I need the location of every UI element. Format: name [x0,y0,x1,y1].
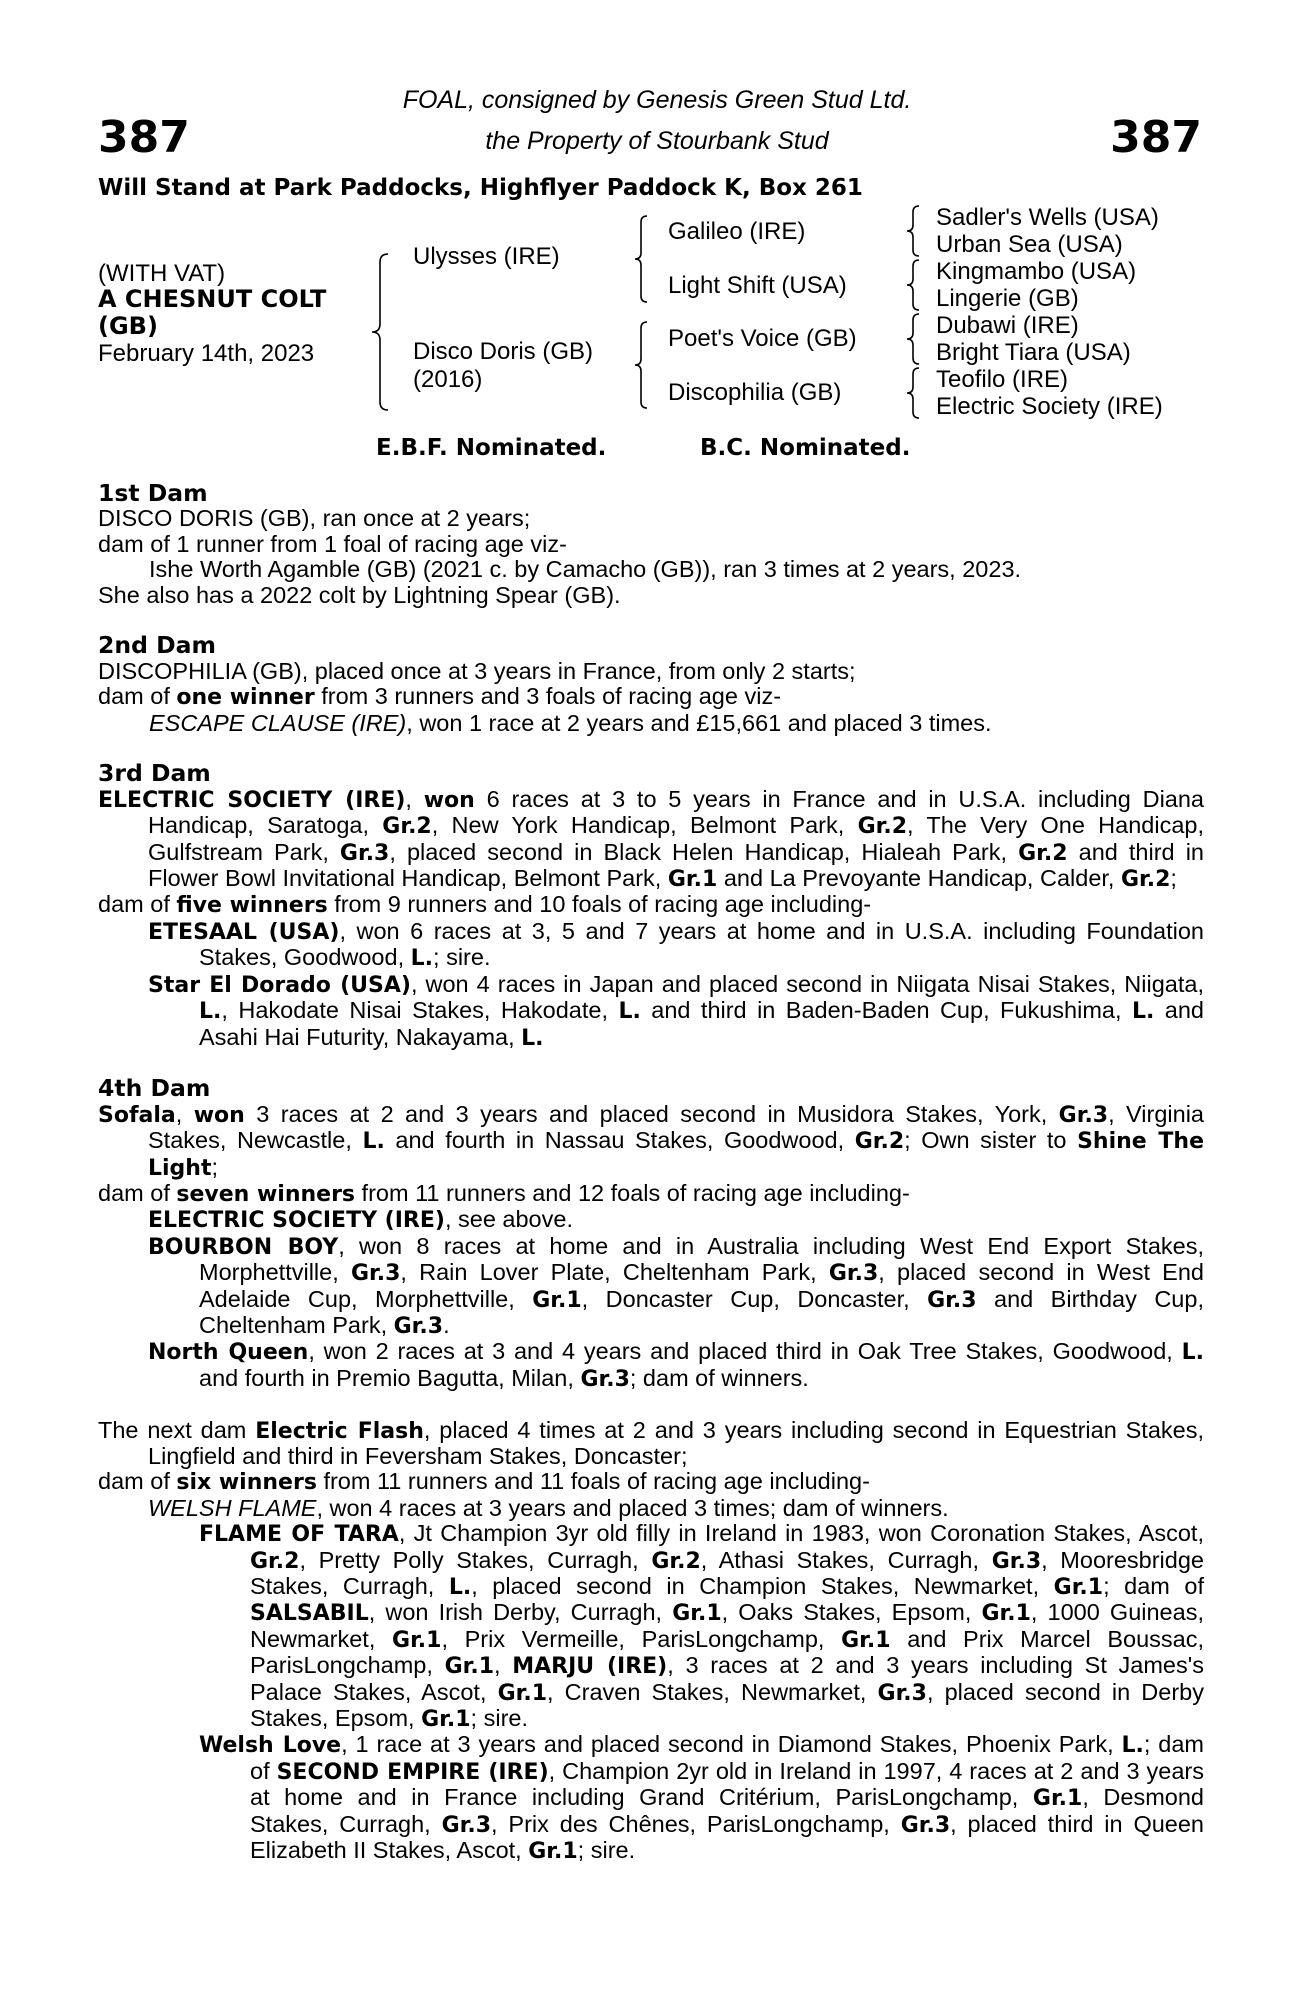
bracket-dam [633,320,649,410]
dam-sire: Poet's Voice (GB) [668,325,857,352]
lot-number-right: 387 [1110,112,1202,163]
produce-entry: BOURBON BOY, won 8 races at home and in Australia including West End Export Stakes, Morphettville, Gr.3, Rain Lover Plate, Cheltenham Park, Gr.3, placed second in West End Adelaide Cup, Morphettville, Gr.1, Doncaster Cup, Doncaster, Gr.3 and Birthday Cup, Cheltenham Park, Gr.3. [148,1232,1204,1339]
produce-entry: Star El Dorado (USA), won 4 races in Japan and placed second in Niigata Nisai Stakes, Niigata, L., Hakodate Nisai Stakes, Hakodate, L. and third in Baden-Baden Cup, Fukushima, L. and Asahi Hai Futurity, Nakayama, L. [148,970,1204,1051]
dam-of-line: dam of seven winners from 11 runners and 12 foals of racing age including- [98,1179,910,1207]
lot-number-left: 387 [98,112,190,163]
ebf-nomination: E.B.F. Nominated. [376,435,607,461]
produce-entry: FLAME OF TARA, Jt Champion 3yr old filly in Ireland in 1983, won Coronation Stakes, Ascot, Gr.2, Pretty Polly Stakes, Curragh, Gr.2, Athasi Stakes, Curragh, Gr.3, Mooresbridge Stakes, Curragh, L., placed second in Champion Stakes, Newmarket, Gr.1; dam of SALSABIL, won Irish Derby, Curragh, Gr.1, Oaks Stakes, Epsom, Gr.1, 1000 Guineas, Newmarket, Gr.1, Prix Vermeille, ParisLongchamp, Gr.1 and Prix Marcel Boussac, ParisLongchamp, Gr.1, MARJU (IRE), 3 races at 2 and 3 years including St James's Palace Stakes, Ascot, Gr.1, Craven Stakes, Newmarket, Gr.3, placed second in Derby Stakes, Epsom, Gr.1; sire. [199,1520,1204,1733]
produce-entry: WELSH FLAME, won 4 races at 3 years and placed 3 times; dam of winners. [148,1494,949,1521]
sire-dam: Light Shift (USA) [668,272,847,299]
produce-entry: North Queen, won 2 races at 3 and 4 years and placed third in Oak Tree Stakes, Goodwood, L. and fourth in Premio Bagutta, Milan, Gr.3; dam of winners. [148,1338,1204,1392]
bc-nomination: B.C. Nominated. [700,435,911,461]
consignment-line-2: the Property of Stourbank Stud [485,127,829,155]
bracket-gs-1 [905,204,921,258]
dam-year: (2016) [413,366,483,393]
bracket-gs-3 [905,312,921,366]
dam-of-line: dam of five winners from 9 runners and 10 foals of racing age including- [98,891,872,919]
text-line: DISCOPHILIA (GB), placed once at 3 years in France, from only 2 starts; [98,657,856,684]
bracket-gs-2 [905,258,921,312]
produce-entry: Welsh Love, 1 race at 3 years and placed second in Diamond Stakes, Phoenix Park, L.; dam of SECOND EMPIRE (IRE), Champion 2yr old in Ireland in 1997, 4 races at 2 and 3 years at home and in France including Grand Critérium, ParisLongchamp, Gr.1, Desmond Stakes, Curragh, Gr.3, Prix des Chênes, ParisLongchamp, Gr.3, placed third in Queen Elizabeth II Stakes, Ascot, Gr.1; sire. [199,1731,1204,1865]
great-granddam-1: Urban Sea (USA) [936,231,1123,258]
second-dam-section [98,633,1204,736]
dam-dam: Discophilia (GB) [668,379,842,406]
third-dam-section [98,761,1204,1050]
dam-record: ELECTRIC SOCIETY (IRE), won 6 races at 3 to 5 years in France and in U.S.A. including Diana Handicap, Saratoga, Gr.2, New York Handicap, Belmont Park, Gr.2, The Very One Handicap, Gulfstream Park, Gr.3, placed second in Black Helen Handicap, Hialeah Park, Gr.2 and third in Flower Bowl Invitational Handicap, Belmont Park, Gr.1 and La Prevoyante Handicap, Calder, Gr.2; [98,785,1204,893]
produce-entry: ELECTRIC SOCIETY (IRE), see above. [148,1206,573,1234]
great-granddam-2: Lingerie (GB) [936,285,1079,312]
bracket-sire [633,214,649,304]
section-heading: 4th Dam [98,1074,211,1103]
next-dam-section [98,1418,1204,1865]
consignment-line-1: FOAL, consigned by Genesis Green Stud Ltd. [402,86,912,114]
great-grandsire-2: Kingmambo (USA) [936,258,1137,285]
dam: Disco Doris (GB) [413,338,594,365]
great-granddam-3: Bright Tiara (USA) [936,339,1131,366]
first-dam-section [98,481,1204,608]
bracket-main [370,252,390,412]
fourth-dam-section [98,1076,1204,1392]
produce-entry: ETESAAL (USA), won 6 races at 3, 5 and 7 years at home and in U.S.A. including Foundation Stakes, Goodwood, L.; sire. [148,917,1204,972]
produce-entry: Ishe Worth Agamble (GB) (2021 c. by Camacho (GB)), ran 3 times at 2 years, 2023. [149,556,1022,583]
sire: Ulysses (IRE) [413,243,560,270]
dam-of-line: dam of one winner from 3 runners and 3 foals of racing age viz- [98,683,782,711]
section-heading: 1st Dam [98,479,208,507]
text-line: She also has a 2022 colt by Lightning Spear (GB). [98,581,621,608]
stand-info: Will Stand at Park Paddocks, Highflyer Paddock K, Box 261 [98,175,863,201]
subject-country: (GB) [98,312,158,340]
dam-of-line: dam of six winners from 11 runners and 11 foals of racing age including- [98,1468,870,1496]
subject-vat: (WITH VAT) [98,260,226,287]
section-heading: 3rd Dam [98,759,211,788]
great-grandsire-3: Dubawi (IRE) [936,312,1079,339]
catalogue-body [98,481,1204,1864]
text-line: DISCO DORIS (GB), ran once at 2 years; [98,505,531,532]
subject-dob: February 14th, 2023 [98,340,315,367]
section-heading: 2nd Dam [98,631,216,660]
great-grandsire-4: Teofilo (IRE) [936,366,1069,393]
produce-entry: ESCAPE CLAUSE (IRE), won 1 race at 2 years and £15,661 and placed 3 times. [149,709,992,736]
great-grandsire-1: Sadler's Wells (USA) [936,204,1159,231]
sire-sire: Galileo (IRE) [668,218,806,245]
text-line: dam of 1 runner from 1 foal of racing age viz- [98,530,567,557]
dam-record: Sofala, won 3 races at 2 and 3 years and placed second in Musidora Stakes, York, Gr.3, Virginia Stakes, Newcastle, L. and fourth in Nassau Stakes, Goodwood, Gr.2; Own sister to Shine The Light; [98,1100,1204,1181]
bracket-gs-4 [905,366,921,420]
great-granddam-4: Electric Society (IRE) [936,393,1163,420]
subject-title: A CHESNUT COLT [98,285,327,313]
dam-record: The next dam Electric Flash, placed 4 times at 2 and 3 years including second in Equestrian Stakes, Lingfield and third in Feversham Stakes, Doncaster; [98,1416,1205,1469]
